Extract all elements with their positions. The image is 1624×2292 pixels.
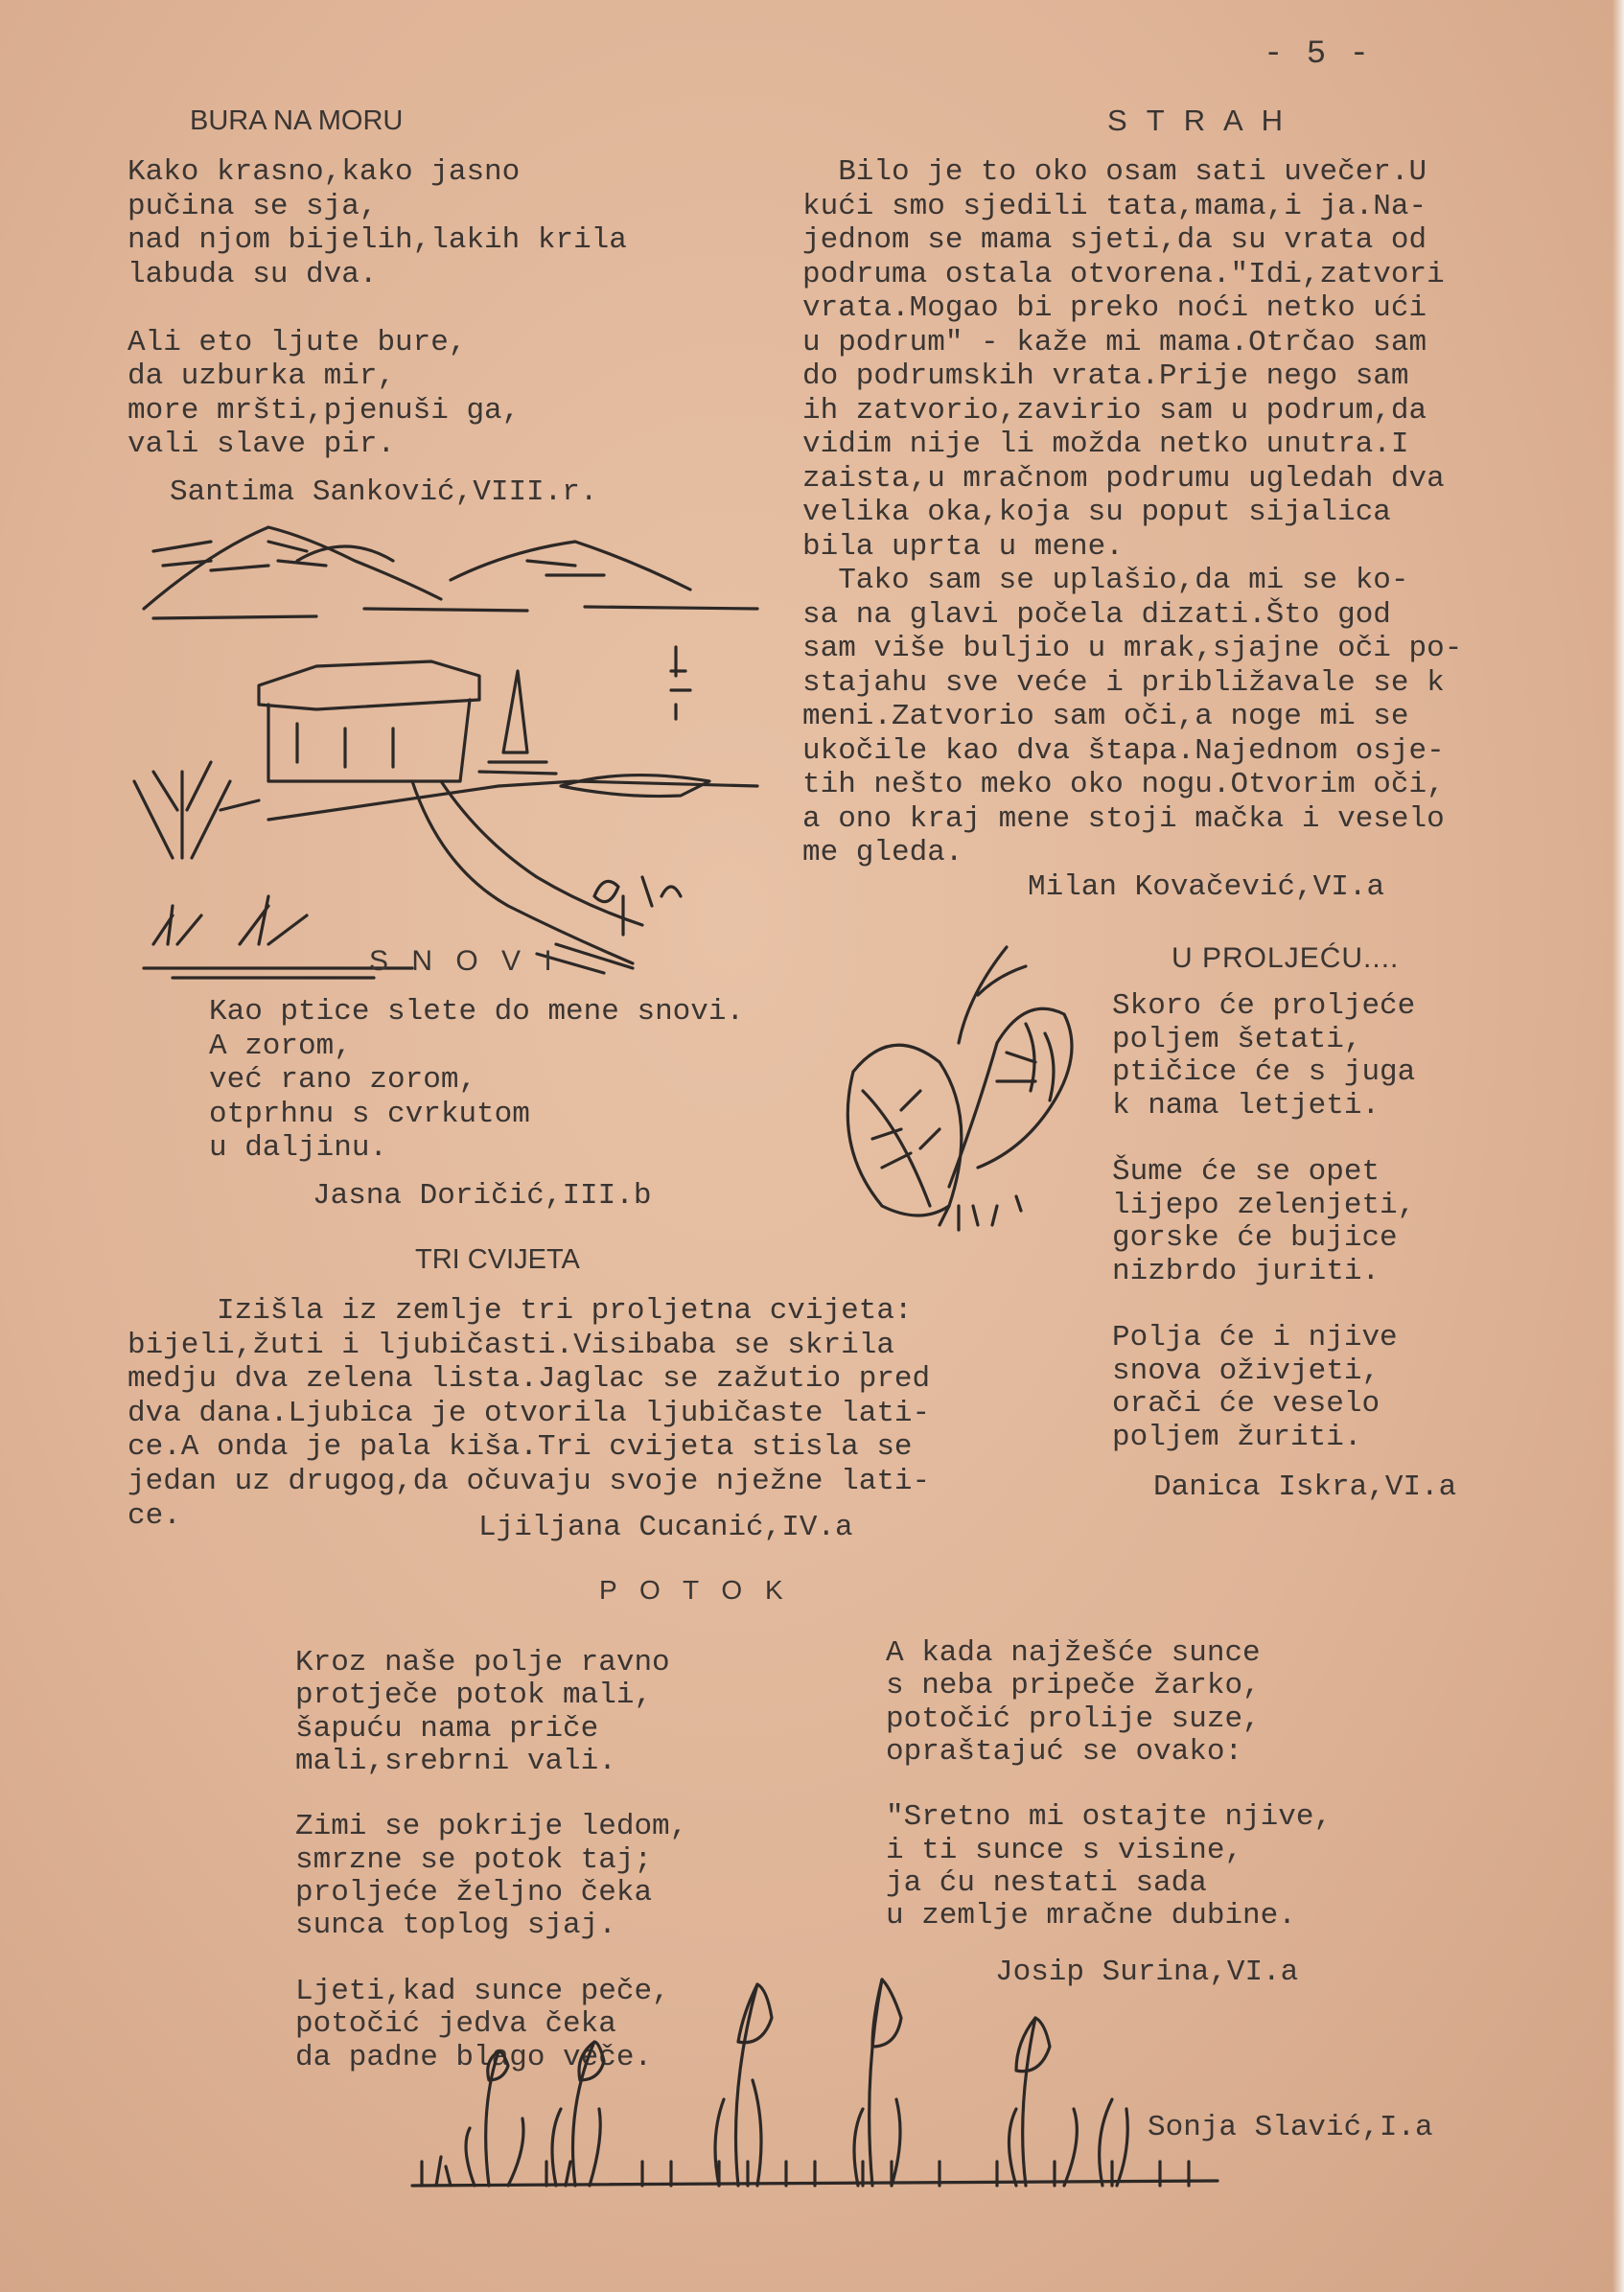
text-line: ce. <box>128 1498 181 1533</box>
text-line <box>1112 1288 1415 1322</box>
snovi-title: S N O V I <box>369 945 560 977</box>
snowdrop-stem-2 <box>573 2042 595 2186</box>
text-line: u zemlje mračne dubine. <box>886 1899 1296 1933</box>
strah-title: S T R A H <box>1107 104 1288 137</box>
tri-cvijeta-story <box>128 1294 930 1533</box>
text-line: poljem žuriti. <box>1112 1420 1362 1454</box>
tri-cvijeta-author: Ljiljana Cucanić,IV.a <box>478 1511 853 1544</box>
text-line: Kako krasno,kako jasno <box>128 155 521 189</box>
text-line: stajahu sve veće i približavale se k <box>802 665 1445 700</box>
text-line: A zorom, <box>209 1029 352 1063</box>
text-line: sa na glavi počela dizati.Što god <box>802 597 1391 632</box>
text-line: ptičice će s juga <box>1112 1055 1416 1090</box>
text-line: poljem šetati, <box>1112 1022 1362 1056</box>
bura-author: Santima Sanković,VIII.r. <box>170 475 598 509</box>
snovi-author: Jasna Doričić,III.b <box>313 1179 652 1213</box>
text-line: Izišla iz zemlje tri proljetna cvijeta: <box>128 1294 913 1328</box>
text-line <box>295 1778 687 1811</box>
potok-author: Josip Surina,VI.a <box>995 1956 1299 1989</box>
text-line: k nama letjeti. <box>1112 1088 1380 1123</box>
text-line: ja ću nestati sada <box>886 1866 1207 1901</box>
leaf-large <box>847 1045 962 1215</box>
text-line: u daljinu. <box>209 1131 388 1165</box>
text-line: a ono kraj mene stoji mačka i veselo <box>802 801 1445 836</box>
proljece-title: U PROLJEĆU.... <box>1172 942 1400 974</box>
text-line: "Sretno mi ostajte njive, <box>886 1800 1333 1835</box>
text-line: labuda su dva. <box>128 257 378 291</box>
strah-author: Milan Kovačević,VI.a <box>1028 870 1385 904</box>
snowdrops-drawing <box>403 1965 1246 2205</box>
text-line: Ljeti,kad sunce peče, <box>295 1974 670 2008</box>
text-line: vali slave pir. <box>128 428 396 461</box>
text-line: bila uprta u mene. <box>802 529 1124 564</box>
stream-left <box>441 781 642 925</box>
sailboat <box>503 671 527 752</box>
text-line: ih zatvorio,zavirio sam u podrum,da <box>802 393 1427 428</box>
text-line: otprhnu s cvrkutom <box>209 1097 530 1131</box>
text-line: s neba pripeče žarko, <box>886 1669 1261 1703</box>
text-line: jednom se mama sjeti,da su vrata od <box>802 223 1427 257</box>
leaf-stem <box>949 1008 1072 1187</box>
text-line: Šume će se opet <box>1112 1154 1380 1189</box>
text-line: zaista,u mračnom podrumu ugledah dva <box>802 461 1445 496</box>
text-line <box>886 1769 1332 1801</box>
text-line: nad njom bijelih,lakih krila <box>128 223 627 257</box>
text-line: potočić prolije suze, <box>886 1702 1261 1736</box>
text-line: more mršti,pjenuši ga, <box>128 393 521 428</box>
text-line: Kroz naše polje ravno <box>295 1646 670 1679</box>
text-line: opraštajuć se ovako: <box>886 1734 1243 1769</box>
text-line: bijeli,žuti i ljubičasti.Visibaba se skrila <box>128 1328 894 1362</box>
text-line: šapuću nama priče <box>295 1711 599 1746</box>
text-line: Skoro će proljeće <box>1112 989 1416 1023</box>
text-line: me gleda. <box>802 836 963 869</box>
text-line: medju dva zelena lista.Jaglac se zažutio pred <box>128 1362 931 1397</box>
text-line: ukočile kao dva štapa.Najednom osje- <box>802 733 1445 768</box>
text-line: Kao ptice slete do mene snovi. <box>209 995 745 1029</box>
text-line <box>128 291 627 326</box>
text-line: Bilo je to oko osam sati uvečer.U <box>802 155 1427 189</box>
bura-poem <box>128 155 627 462</box>
text-line: Tako sam se uplašio,da mi se ko- <box>802 564 1409 597</box>
bura-title: BURA NA MORU <box>190 105 404 136</box>
text-line: Ali eto ljute bure, <box>128 325 467 359</box>
potok-poem-right <box>886 1637 1332 1933</box>
landscape-drawing <box>125 494 815 983</box>
text-line: potočić jedva čeka <box>295 2007 616 2042</box>
text-line: gorske će bujice <box>1112 1221 1398 1256</box>
text-line: vrata.Mogao bi preko noći netko ući <box>802 291 1427 325</box>
proljece-author: Danica Iskra,VI.a <box>1153 1470 1457 1504</box>
text-line: sam više buljio u mrak,sjajne oči po- <box>802 632 1463 665</box>
text-line: orači će veselo <box>1112 1387 1380 1422</box>
snowdrops-signature: Sonja Slavić,I.a <box>1148 2111 1433 2144</box>
leaves-drawing <box>834 938 1085 1244</box>
proljece-poem <box>1112 990 1415 1454</box>
text-line: da uzburka mir, <box>128 359 396 393</box>
text-line: lijepo zelenjeti, <box>1112 1188 1416 1222</box>
tree-left <box>134 762 230 858</box>
house-roof <box>259 661 479 709</box>
text-line: kući smo sjedili tata,mama,i ja.Na- <box>802 189 1427 223</box>
strah-story <box>802 155 1462 870</box>
text-line: velika oka,koja su poput sijalica <box>802 496 1391 529</box>
text-line <box>1112 1123 1415 1156</box>
text-line: dva dana.Ljubica je otvorila ljubičaste lati- <box>128 1396 931 1430</box>
text-line: smrzne se potok taj; <box>295 1842 653 1877</box>
text-line: da padne blago veče. <box>295 2040 653 2074</box>
text-line: proljeće željno čeka <box>295 1876 653 1910</box>
potok-title: P O T O K <box>599 1575 791 1605</box>
text-line: snova oživjeti, <box>1112 1354 1380 1388</box>
snowdrop-stem-5 <box>1023 2018 1035 2186</box>
text-line: Zimi se pokrije ledom, <box>295 1810 688 1844</box>
text-line: nizbrdo juriti. <box>1112 1254 1380 1288</box>
mountain-left <box>144 527 441 609</box>
text-line: i ti sunce s visine, <box>886 1833 1243 1867</box>
text-line: već rano zorom, <box>209 1063 477 1097</box>
text-line: vidim nije li možda netko unutra.I <box>802 428 1409 461</box>
text-line: pučina se sja, <box>128 189 378 223</box>
text-line: A kada najžešće sunce <box>886 1636 1261 1670</box>
page-number: - 5 - <box>1264 36 1372 73</box>
text-line: protječe potok mali, <box>295 1678 653 1713</box>
text-line: mali,srebrni vali. <box>295 1744 616 1778</box>
text-line: ce.A onda je pala kiša.Tri cvijeta stisla se <box>128 1430 913 1465</box>
text-line: do podrumskih vrata.Prije nego sam <box>802 359 1409 393</box>
text-line: Polja će i njive <box>1112 1320 1398 1354</box>
tri-cvijeta-title: TRI CVIJETA <box>415 1244 580 1275</box>
snovi-poem <box>209 995 744 1166</box>
text-line: jedan uz drugog,da očuvaju svoje nježne lati- <box>128 1464 931 1498</box>
text-line: sunca toplog sjaj. <box>295 1909 616 1943</box>
text-line: tih nešto meko oko nogu.Otvorim oči, <box>802 768 1445 801</box>
text-line: u podrum" - kaže mi mama.Otrčao sam <box>802 325 1427 359</box>
text-line: meni.Zatvorio sam oči,a noge mi se <box>802 700 1409 733</box>
text-line: podruma ostala otvorena."Idi,zatvori <box>802 257 1445 291</box>
page-edge <box>1612 0 1624 2292</box>
